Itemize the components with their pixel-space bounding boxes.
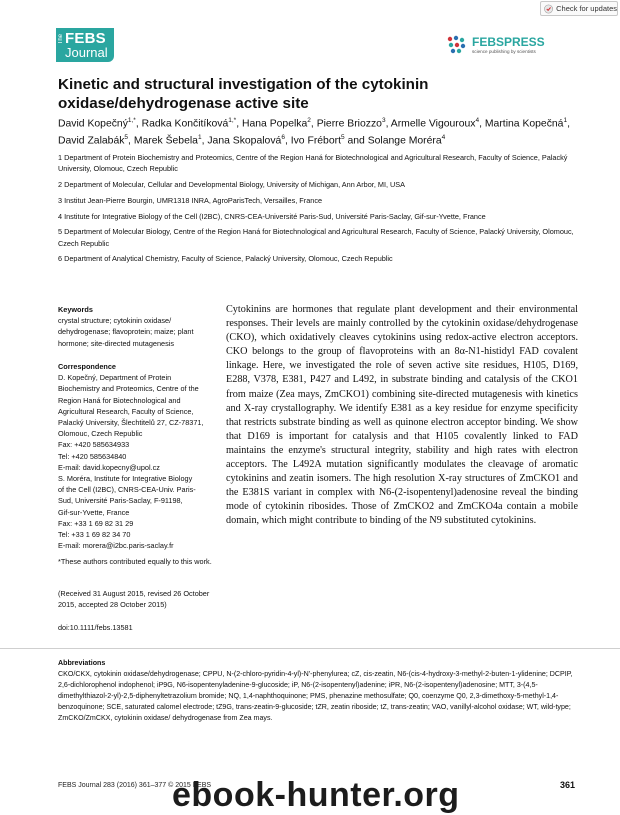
- watermark: ebook-hunter.org: [172, 776, 460, 814]
- author-name: Pierre Briozzo: [316, 118, 382, 130]
- journal-logo-prefix: The: [58, 34, 64, 45]
- correspondence-line: Olomouc, Czech Republic: [58, 429, 143, 439]
- page-number: 361: [560, 780, 576, 790]
- check-for-updates-button[interactable]: [540, 1, 618, 16]
- press-dots-icon: [446, 35, 468, 55]
- author-affiliation-mark: 4: [441, 134, 446, 142]
- author-name: Radka Končitíková: [141, 118, 229, 130]
- author-name: Marek Šebela: [133, 135, 198, 147]
- press-tagline: science publishing by scientists: [472, 49, 536, 54]
- keywords-heading: Keywords: [58, 305, 93, 314]
- author-affiliation-mark: 1: [197, 134, 202, 142]
- footer-citation: FEBS Journal 283 (2016) 361–377 © 2015 FEBS: [58, 782, 212, 789]
- author-name: Solange Moréra: [367, 135, 442, 147]
- correspondence-line: Agricultural Research, Faculty of Science,: [58, 406, 194, 416]
- affiliation: 1 Department of Protein Biochemistry and Proteomics, Centre of the Region Haná for Biotechnological and Agricultural Research, Faculty of Science, Palacký University, Olomouc, Czech Republic: [58, 153, 568, 174]
- doi-link[interactable]: doi:10.1111/febs.13581: [58, 623, 133, 632]
- abbreviations-text: CKO/CKX, cytokinin oxidase/dehydrogenase; CPPU, N-(2-chloro-pyridin-4-yl)-N'-phenylurea; cZ, cis-zeatin, N6-(cis-4-hydroxy-3-methyl-2-buten-1-ylidenine; DCPIP, 2,6-dichlorophenol indophenol; iP9G, N6-isopentenyladenine-9-glucoside; iP, N6-(2-isopentenyl)adenine; iPR, N6-(2-isopentenyl)adenosine; MTT, 3-(4,5-dimethylthiazol-2-yl)-2,5-diphenyltetrazolium bromide; NQ, 1,4-naphthoquinone; PMS, phenazine methosulfate; Q0, coenzyme Q0, 2,3-dimethoxy-5-methyl-1,4-benzoquinone; SCE, saturated calomel electrode; tZ9G, trans-zeatin-9-glucoside; tZR, zeatin riboside; tZ, trans-zeatin; VAO, vanillyl-alcohol oxidase; WT, wild-type; ZmCKO/ZmCKX, cytokinin oxidase/ dehydrogenase from Zea mays.: [58, 670, 573, 722]
- correspondence-line: S. Moréra, Institute for Integrative Biology: [58, 474, 193, 484]
- received-dates: (Received 31 August 2015, revised 26 October 2015, accepted 28 October 2015): [58, 589, 210, 610]
- correspondence-line: D. Kopečný, Department of Protein: [58, 373, 172, 383]
- journal-logo: [56, 28, 114, 62]
- affiliation: 4 Institute for Integrative Biology of the Cell (I2BC), CNRS-CEA-Université Paris-Sud, Université Paris-Saclay, Gif-sur-Yvette, France: [58, 211, 486, 221]
- affiliation: 3 Institut Jean-Pierre Bourgin, UMR1318 INRA, AgroParisTech, Versailles, France: [58, 195, 323, 205]
- correspondence-line: Sud, Université Paris-Saclay, F-91198,: [58, 496, 183, 506]
- divider: [0, 648, 620, 649]
- crossmark-icon: [544, 4, 553, 14]
- keywords-text: crystal structure; cytokinin oxidase/ dehydrogenase; flavoprotein; maize; plant hormone; site-directed mutagenesis: [58, 316, 194, 348]
- correspondence-line: Gif-sur-Yvette, France: [58, 507, 130, 517]
- author-affiliation-mark: 5: [340, 134, 345, 142]
- correspondence-email[interactable]: E-mail: morera@i2bc.paris-saclay.fr: [58, 541, 174, 551]
- check-for-updates-label: Check for updates: [556, 4, 617, 13]
- title-line: Kinetic and structural investigation of the cytokinin: [58, 76, 429, 93]
- author-affiliation-mark: 4: [475, 117, 480, 124]
- author-affiliation-mark: 5: [124, 134, 129, 142]
- correspondence-line: Fax: +33 1 69 82 31 29: [58, 518, 134, 528]
- affiliation: 6 Department of Analytical Chemistry, Faculty of Science, Palacký University, Olomouc, Czech Republic: [58, 254, 393, 264]
- journal-logo-subtitle: Journal: [65, 45, 108, 60]
- author-name: David Zalabák: [58, 135, 125, 147]
- correspondence-line: Biochemistry and Proteomics, Centre of the: [58, 384, 199, 394]
- correspondence-heading: Correspondence: [58, 362, 116, 371]
- author-name: Armelle Vigouroux: [390, 118, 476, 130]
- correspondence-line: Fax: +420 585634933: [58, 440, 130, 450]
- author-affiliation-mark: 2: [307, 117, 311, 124]
- author-name: Jana Skopalová: [207, 135, 282, 147]
- press-name: FEBSPRESS: [472, 35, 545, 49]
- affiliation: 2 Department of Molecular, Cellular and Developmental Biology, University of Michigan, Ann Arbor, MI, USA: [58, 180, 406, 189]
- author-affiliation-mark: 1,*: [228, 117, 237, 124]
- affiliations: [58, 152, 578, 269]
- correspondence-line: of the Cell (I2BC), CNRS-CEA-Univ. Paris-: [58, 485, 196, 495]
- author-name: Hana Popelka: [242, 118, 308, 130]
- author-name: Martina Kopečná: [484, 118, 564, 130]
- correspondence-line: Tel: +33 1 69 82 34 70: [58, 530, 131, 540]
- article-title: [58, 76, 578, 113]
- author-name: Ivo Frébort: [290, 135, 341, 147]
- correspondence-line: Region Haná for Biotechnological and: [58, 395, 181, 405]
- equal-contribution-note: *These authors contributed equally to this work.: [58, 557, 212, 566]
- abbreviations-section: [58, 658, 578, 724]
- author-affiliation-mark: 1: [563, 117, 568, 124]
- affiliation: 5 Department of Molecular Biology, Centre of the Region Haná for Biotechnological and Agricultural Research, Faculty of Science, Palacký University, Olomouc, Czech Republic: [58, 227, 574, 248]
- author-affiliation-mark: 6: [281, 134, 285, 142]
- author-affiliation-mark: 1,*: [127, 117, 136, 124]
- abstract-text: Cytokinins are hormones that regulate plant development and their environmental responses. Their levels are mainly controlled by the cytokinin oxidase/dehydrogenase (CKO), which oxidatively cleaves cytokinins using redox-active electron acceptors. CKO belongs to the group of flavoproteins with an 8α-N1-histidyl FAD covalent linkage. Here, we investigated the role of seven active site residues, H105, D169, E288, V378, E381, P427 and L492, in substrate binding and catalysis of the CKO1 from maize (Zea mays, ZmCKO1) combining site-directed mutagenesis with kinetics and X-ray crystallography. We identify E381 as a key residue for enzyme specificity that restricts substrate binding as well as quinone electron acceptor binding. We show that D169 is important for catalysis and that H105 covalently linked to FAD maintains the enzyme's structural integrity, stability and high rates with electron acceptors. The L492A mutation significantly modulates the cleavage of aromatic cytokinins and zeatin isomers. The high resolution X-ray structures of ZmCKO1 and the E381S variant in complex with N6-(2-isopentenyl)adenosine reveal the binding mode of cytokinin ribosides. Those of ZmCKO2 and ZmCKO4a contain a mobile domain, which might contribute to binding of the N9 substituted cytokinins.: [226, 304, 578, 527]
- title-line: oxidase/dehydrogenase active site: [58, 94, 309, 112]
- keywords-section: [58, 304, 218, 349]
- author-name: David Kopečný: [58, 118, 128, 130]
- correspondence-email[interactable]: E-mail: david.kopecny@upol.cz: [58, 462, 160, 472]
- journal-logo-name: FEBS: [65, 30, 106, 47]
- author-affiliation-mark: 3: [381, 117, 386, 124]
- author-list: David Kopečný$^{1,*}$, Radka Končitíková$^{1,*}$, Hana Popelka$^2$, Pierre Briozzo$^3$, Armelle Vigouroux$^4$, Martina Kopečná$^1$, David Zalabák$^5$, Marek Šebela$^1$, Jana Skopalová$^6$, Ivo Frébort$^5$ and Solange Moréra$^4$: [58, 117, 570, 147]
- correspondence-line: Tel: +420 585634840: [58, 451, 127, 461]
- abbreviations-heading: Abbreviations: [58, 659, 106, 667]
- correspondence-line: Palacký University, Šlechtitelů 27, CZ-78371,: [58, 418, 204, 428]
- correspondence-section: [58, 361, 218, 551]
